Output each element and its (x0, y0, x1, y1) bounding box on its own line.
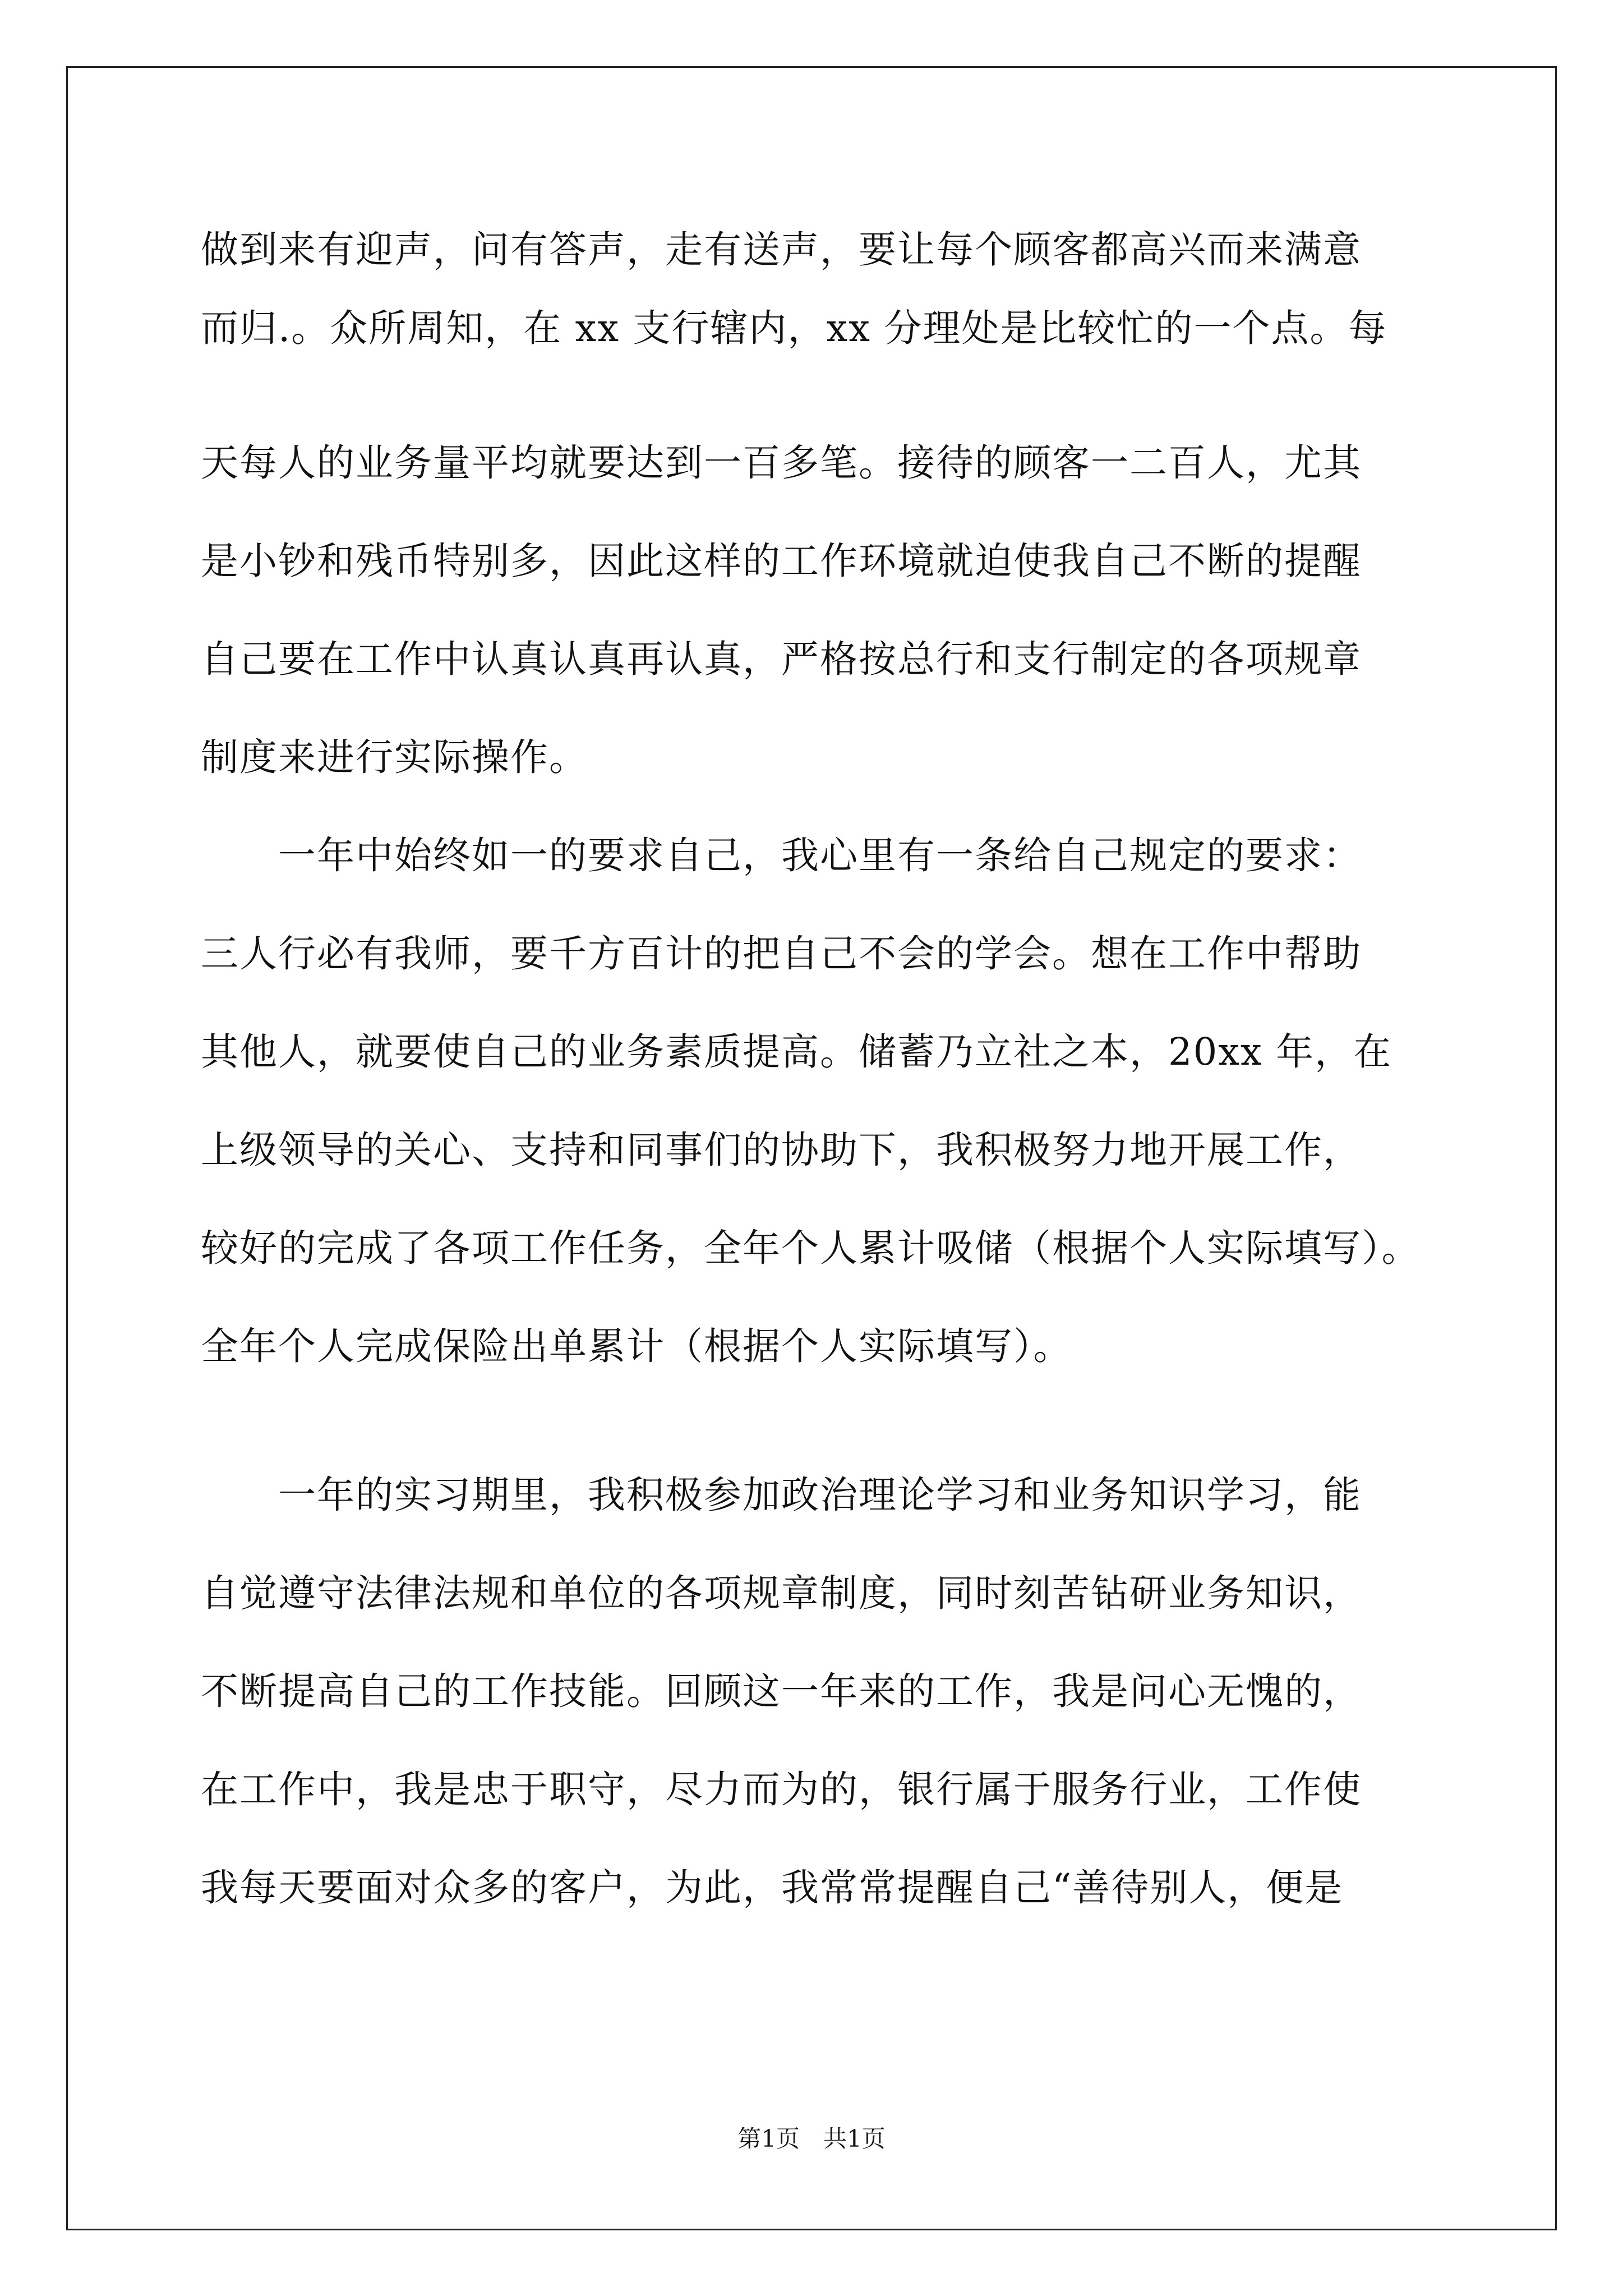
text-line: 是小钞和残币特别多，因此这样的工作环境就迫使我自己不断的提醒 (201, 539, 1362, 583)
text-line: 我每天要面对众多的客户，为此，我常常提醒自己“善待别人，便是 (201, 1866, 1344, 1910)
text-line: 自觉遵守法律法规和单位的各项规章制度，同时刻苦钻研业务知识， (201, 1571, 1362, 1615)
text-line: 上级领导的关心、支持和同事们的协助下，我积极努力地开展工作， (201, 1128, 1362, 1172)
text-line: 较好的完成了各项工作任务，全年个人累计吸储（根据个人实际填写）。 (201, 1226, 1421, 1270)
text-line: 做到来有迎声，问有答声，走有送声，要让每个顾客都高兴而来满意 (201, 228, 1362, 272)
text-line: 全年个人完成保险出单累计（根据个人实际填写）。 (201, 1324, 1072, 1368)
text-line: 不断提高自己的工作技能。回顾这一年来的工作，我是问心无愧的， (201, 1669, 1362, 1713)
text-line: 天每人的业务量平均就要达到一百多笔。接待的顾客一二百人，尤其 (201, 441, 1362, 485)
text-line: 一年中始终如一的要求自己，我心里有一条给自己规定的要求： (201, 834, 1362, 877)
text-line: 在工作中，我是忠于职守，尽力而为的，银行属于服务行业，工作使 (201, 1768, 1362, 1811)
text-line: 而归.。众所周知，在 xx 支行辖内，xx 分理处是比较忙的一个点。每 (201, 306, 1387, 350)
page-footer: 第1页 共1页 (737, 2125, 886, 2152)
text-line: 三人行必有我师，要千方百计的把自己不会的学会。想在工作中帮助 (201, 932, 1362, 976)
text-line: 自己要在工作中认真认真再认真，严格按总行和支行制定的各项规章 (201, 637, 1362, 681)
text-line: 制度来进行实际操作。 (201, 735, 588, 779)
text-line: 其他人，就要使自己的业务素质提高。储蓄乃立社之本，20xx 年，在 (201, 1030, 1393, 1074)
text-line: 一年的实习期里，我积极参加政治理论学习和业务知识学习，能 (201, 1473, 1362, 1517)
